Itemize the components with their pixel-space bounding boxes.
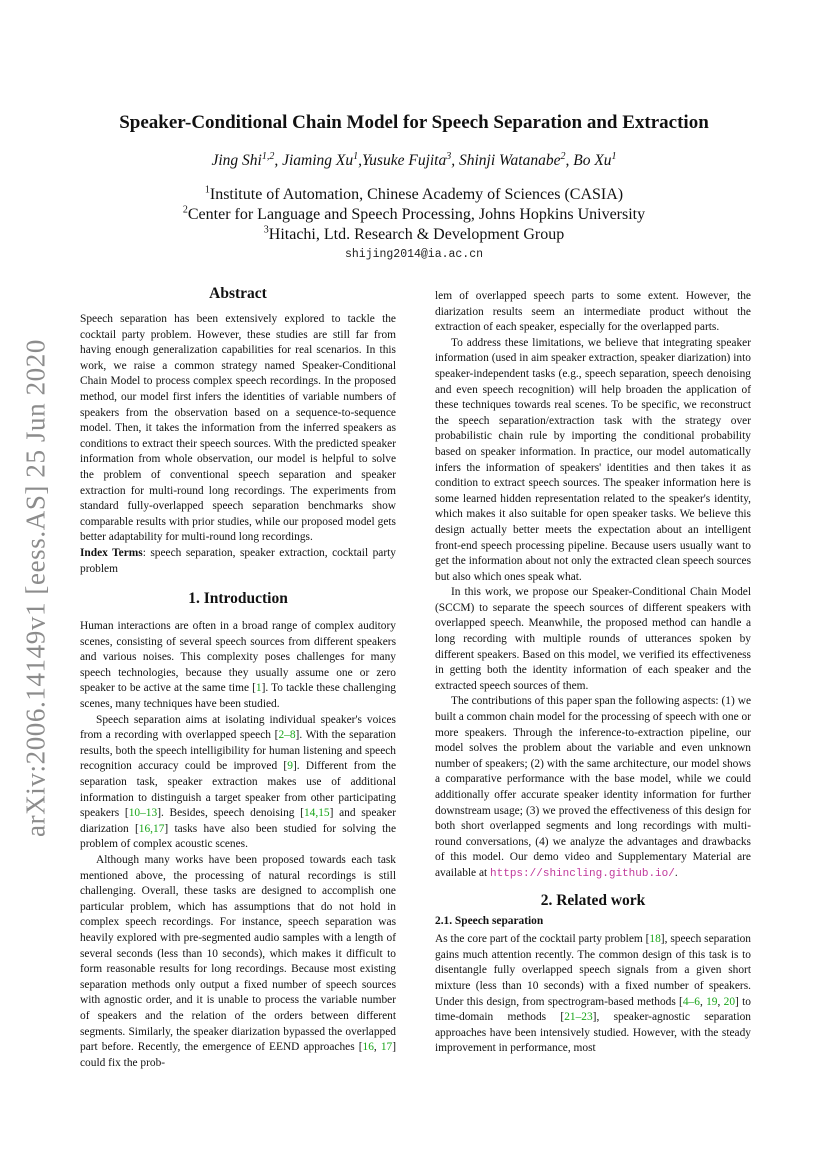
author-list: Jing Shi$^{1,2}$, Jiaming Xu$^1$,Yusuke Fujita$^3$, Shinji Watanabe$^2$, Bo Xu$^1$ (211, 150, 617, 169)
index-terms-text: : speech separation, speaker extraction, cocktail party problem (80, 546, 396, 575)
intro-paragraph: In this work, we propose our Speaker-Conditional Chain Model (SCCM) to separate the speech sources of different speakers with overlapped speech. Meanwhile, the proposed method can handle a long recording with multiple rounds of utterances spoken by different speakers. Based on this model, we verified its effectiveness in getting both the identity information of each speaker and the extracted speech sources of them. (435, 586, 751, 692)
abstract-heading: Abstract (209, 285, 267, 302)
paper-title: Speaker-Conditional Chain Model for Speech Separation and Extraction (119, 112, 709, 133)
intro-paragraph-continued: lem of overlapped speech parts to some extent. However, the diarization results seem an intermediate product without the extraction of each speaker, especially for the overlapped parts. (435, 290, 751, 334)
citation-link[interactable]: 20 (723, 995, 736, 1008)
citation-link[interactable]: 1 (255, 682, 262, 695)
citation-link[interactable]: 16 (362, 1041, 374, 1054)
introduction-heading: 1. Introduction (188, 590, 288, 608)
author-affiliation-mark: 2 (560, 150, 566, 162)
author-name: Bo Xu (573, 152, 612, 169)
citation-link[interactable]: 21–23 (564, 1011, 593, 1024)
author-affiliation-mark: 3 (446, 150, 452, 162)
contact-email: shijing2014@ia.ac.cn (344, 248, 484, 261)
related-work-heading: 2. Related work (540, 891, 646, 909)
author-affiliation-mark: 1 (611, 150, 617, 162)
affiliation-line (0, 226, 828, 244)
citation-link[interactable]: 14,15 (303, 807, 330, 820)
affiliation-number: 3 (263, 224, 269, 236)
citation-link[interactable]: 2–8 (278, 729, 296, 742)
affiliation-text: Center for Language and Speech Processing, Johns Hopkins University (187, 206, 646, 223)
index-terms-label: Index Terms (80, 546, 143, 559)
index-terms (80, 546, 396, 577)
abstract-body: Speech separation has been extensively explored to tackle the cocktail party problem. However, these studies are still far from having enough generalization capabilities for real scenarios. In this work, we raise a common strategy named Speaker-Conditional Chain Model to process complex speech recordings. In the proposed method, our model first infers the identities of variable numbers of speakers from the observation based on a sequence-to-sequence model. Then, it takes the information from the inferred speakers as conditions to extract their speech sources. With the predicted speaker information from whole observation, our model is helpful to solve the problem of conventional speech separation and speaker extraction for multi-round long recordings. The experiments from standard fully-overlapped speech separation benchmarks show comparable results with prior studies, while our proposed model gets better adaptability for multi-round long recordings. (80, 313, 396, 544)
author-name: Shinji Watanabe (459, 152, 561, 169)
affiliation-text: Institute of Automation, Chinese Academy of Sciences (CASIA) (209, 186, 624, 203)
intro-paragraph: The contributions of this paper span the following aspects: (1) we built a common chain model for the processing of speech with one or more speakers. Through the inference-to-extraction pipeline, our model solves the problem about the variable and even unknown number of speakers; (2) with the same architecture, our model shows a comparative performance with the base model, while we could additionally offer accurate speaker identity information for further downstream usage; (3) we proved the effectiveness of this design for both short overlapped segments and long recordings with multi-round conversations, (4) we analyze the advantages and drawbacks of this model. Our demo video and Supplementary Material are available at https://shincling.github.io/. (435, 695, 751, 880)
intro-paragraph: Although many works have been proposed towards each task mentioned above, the processing of natural recordings is still challenging. Overall, these tasks are designed to accomplish one particular problem, which has assumptions that do not hold in complex speech recordings. For instance, speech separation was heavily explored with pre-segmented audio samples with a length of several seconds (less than 10 seconds), which makes it difficult to form reasonable results for long recordings. Because most existing separation methods only output a fixed number of speech sources with agnostic order, and it is unable to process the variable number of speakers and the relation of the orders between different segments. Similarly, the speaker diarization bypassed the overlapped part before. Recently, the emergence of EEND approaches [16, 17] could fix the prob- (80, 854, 396, 1069)
author-name: Jiaming Xu (282, 152, 354, 169)
citation-link[interactable]: 19 (706, 995, 718, 1008)
arxiv-id-text: arXiv:2006.14149v1 [eess.AS] 25 Jun 2020 (20, 339, 51, 837)
left-column (80, 284, 396, 1071)
citation-link[interactable]: 16,17 (138, 822, 165, 835)
author-affiliation-mark: 1 (353, 150, 359, 162)
affiliation-line (0, 206, 828, 224)
citation-link[interactable]: 4–6 (682, 995, 700, 1008)
affiliation-line (0, 186, 828, 204)
author-affiliation-mark: 1,2 (261, 150, 275, 162)
author-name: Yusuke Fujita (361, 152, 447, 169)
affiliation-number: 1 (204, 184, 210, 196)
intro-paragraph: Speech separation aims at isolating individual speaker's voices from a recording with overlapped speech [2–8]. With the separation results, both the speech intelligibility for human listening and speech recognition accuracy could be improved [9]. Different from the separation task, speaker extraction makes use of additional information to distinguish a target speaker from other participating speakers [10–13]. Besides, speech denoising [14,15] and speaker diarization [16,17] tasks have also been studied for solving the problem of complex acoustic scenes. (80, 713, 396, 851)
demo-url-link[interactable]: https://shincling.github.io/ (490, 867, 675, 880)
speech-separation-subheading: 2.1. Speech separation (435, 914, 544, 927)
intro-paragraph: To address these limitations, we believe that integrating speaker information (used in aim speaker extraction, speaker diarization) into speaker-independent tasks (e.g., speech separation, speech denoising and even speech recognition) will help broaden the application of these techniques towards real scenes. To be specific, we reconstruct the speech separation/extraction task with the strategy over probabilistic chain rule by importing the conditional probability based on speaker information. In practice, our model automatically infers the information of speakers' identities and then takes it as condition to extract speech sources. The speaker information here is some learned hidden representation related to the speaker's identity, which makes it also suitable for open speaker tasks. We believe this design actually better meets the expectation about an intelligent front-end speech processing pipeline. Because users usually want to get the information about not only the extracted clean speech sources but also which ones speak what. (435, 336, 751, 583)
author-name: Jing Shi (211, 152, 262, 169)
citation-link[interactable]: 17 (380, 1041, 393, 1054)
related-paragraph: As the core part of the cocktail party problem [18], speech separation gains much attention recently. The common design of this task is to disentangle fully overlapped speech signals from a given short mixture (less than 10 seconds) with a fixed number of speakers. Under this design, from spectrogram-based methods [4–6, 19, 20] to time-domain methods [21–23], speaker-agnostic separation approaches have been intensively studied. However, with the steady improvement in performance, most (435, 933, 752, 1055)
affiliation-number: 2 (182, 204, 188, 216)
intro-paragraph: Human interactions are often in a broad range of complex auditory scenes, consisting of several speech sources from different speakers and various noises. This complexity poses challenges for many speech technologies, because they usually assume one or zero speaker to be active at the same time [1]. To tackle these challenging scenes, many techniques have been studied. (80, 620, 396, 711)
citation-link[interactable]: 9 (287, 760, 293, 773)
affiliation-text: Hitachi, Ltd. Research & Development Group (268, 226, 565, 243)
citation-link[interactable]: 10–13 (128, 807, 158, 820)
citation-link[interactable]: 18 (649, 933, 661, 946)
right-column (435, 289, 751, 1057)
